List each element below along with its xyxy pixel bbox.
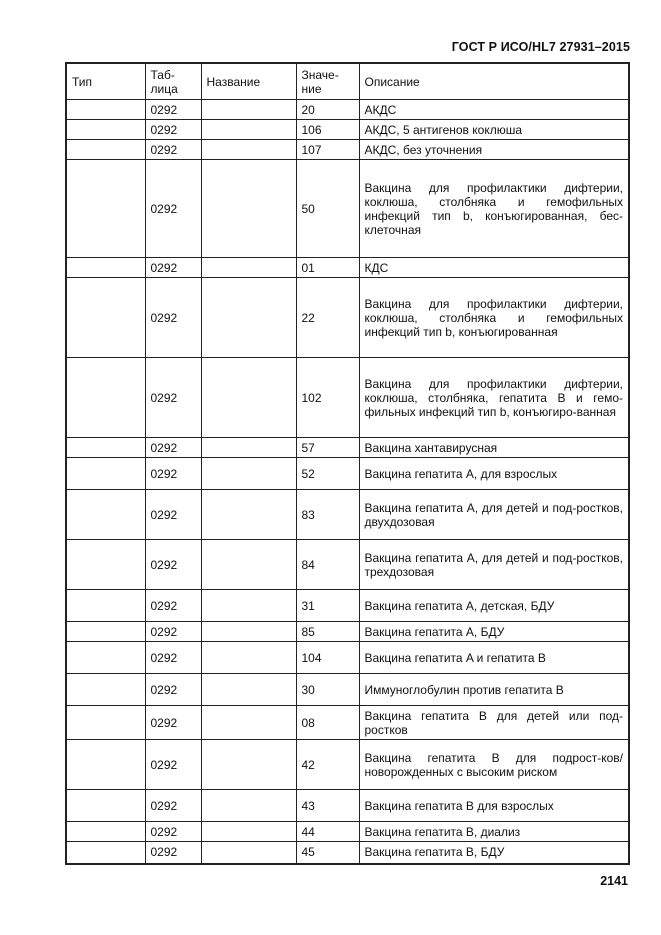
cell-type bbox=[66, 160, 145, 258]
cell-type bbox=[66, 358, 145, 438]
cell-value: 52 bbox=[296, 458, 359, 490]
cell-value: 106 bbox=[296, 120, 359, 140]
column-header-type: Тип bbox=[66, 63, 145, 100]
cell-description: Вакцина гепатита B для подрост-ков/новорожденных с высоким риском bbox=[359, 740, 629, 790]
cell-table: 0292 bbox=[145, 458, 201, 490]
cell-description: Иммуноглобулин против гепатита B bbox=[359, 674, 629, 706]
cell-name bbox=[201, 706, 296, 740]
cell-type bbox=[66, 140, 145, 160]
cell-table: 0292 bbox=[145, 120, 201, 140]
cell-type bbox=[66, 674, 145, 706]
table-row bbox=[66, 622, 629, 642]
cell-table: 0292 bbox=[145, 540, 201, 590]
cell-name bbox=[201, 642, 296, 674]
table-row bbox=[66, 358, 629, 438]
cell-table: 0292 bbox=[145, 674, 201, 706]
cell-description: АКДС, без уточнения bbox=[359, 140, 629, 160]
cell-description: Вакцина гепатита A, для детей и под-ростков, двухдозовая bbox=[359, 490, 629, 540]
cell-value: 83 bbox=[296, 490, 359, 540]
cell-value: 42 bbox=[296, 740, 359, 790]
cell-value: 44 bbox=[296, 822, 359, 842]
cell-type bbox=[66, 278, 145, 358]
cell-value: 45 bbox=[296, 842, 359, 864]
cell-value: 30 bbox=[296, 674, 359, 706]
cell-type bbox=[66, 438, 145, 458]
cell-name bbox=[201, 590, 296, 622]
cell-table: 0292 bbox=[145, 160, 201, 258]
cell-description: Вакцина гепатита A, детская, БДУ bbox=[359, 590, 629, 622]
table-row bbox=[66, 278, 629, 358]
table-row bbox=[66, 706, 629, 740]
cell-type bbox=[66, 822, 145, 842]
column-header-description: Описание bbox=[359, 63, 629, 100]
cell-table: 0292 bbox=[145, 706, 201, 740]
table-row bbox=[66, 842, 629, 864]
cell-description: Вакцина гепатита B для детей или под-ростков bbox=[359, 706, 629, 740]
cell-table: 0292 bbox=[145, 358, 201, 438]
cell-description: Вакцина хантавирусная bbox=[359, 438, 629, 458]
cell-name bbox=[201, 160, 296, 258]
table-row bbox=[66, 490, 629, 540]
cell-value: 104 bbox=[296, 642, 359, 674]
cell-value: 85 bbox=[296, 622, 359, 642]
cell-table: 0292 bbox=[145, 100, 201, 120]
table-row bbox=[66, 642, 629, 674]
cell-value: 20 bbox=[296, 100, 359, 120]
cell-table: 0292 bbox=[145, 590, 201, 622]
cell-type bbox=[66, 590, 145, 622]
cell-name bbox=[201, 140, 296, 160]
cell-description: Вакцина для профилактики дифтерии, коклюша, столбняка, гепатита B и гемо-фильных инфекций тип b, конъюгиро-ванная bbox=[359, 358, 629, 438]
cell-type bbox=[66, 100, 145, 120]
cell-table: 0292 bbox=[145, 740, 201, 790]
cell-table: 0292 bbox=[145, 278, 201, 358]
cell-description: Вакцина гепатита A, для взрослых bbox=[359, 458, 629, 490]
table-row bbox=[66, 822, 629, 842]
cell-table: 0292 bbox=[145, 258, 201, 278]
cell-value: 57 bbox=[296, 438, 359, 458]
cell-name bbox=[201, 438, 296, 458]
cell-type bbox=[66, 540, 145, 590]
cell-value: 01 bbox=[296, 258, 359, 278]
cell-name bbox=[201, 822, 296, 842]
cell-table: 0292 bbox=[145, 622, 201, 642]
table-row bbox=[66, 160, 629, 258]
table-row bbox=[66, 674, 629, 706]
table-row bbox=[66, 100, 629, 120]
column-header-value: Значе- ние bbox=[296, 63, 359, 100]
cell-description: Вакцина гепатита A, для детей и под-ростков, трехдозовая bbox=[359, 540, 629, 590]
cell-type bbox=[66, 258, 145, 278]
cell-type bbox=[66, 740, 145, 790]
cell-type bbox=[66, 642, 145, 674]
cell-type bbox=[66, 706, 145, 740]
cell-name bbox=[201, 740, 296, 790]
cell-name bbox=[201, 258, 296, 278]
cell-name bbox=[201, 120, 296, 140]
cell-description: АКДС, 5 антигенов коклюша bbox=[359, 120, 629, 140]
cell-table: 0292 bbox=[145, 642, 201, 674]
cell-name bbox=[201, 622, 296, 642]
cell-name bbox=[201, 278, 296, 358]
cell-type bbox=[66, 120, 145, 140]
cell-value: 22 bbox=[296, 278, 359, 358]
cell-description: КДС bbox=[359, 258, 629, 278]
cell-name bbox=[201, 790, 296, 822]
cell-name bbox=[201, 842, 296, 864]
cell-type bbox=[66, 458, 145, 490]
cell-value: 107 bbox=[296, 140, 359, 160]
table-row bbox=[66, 458, 629, 490]
cell-value: 102 bbox=[296, 358, 359, 438]
cell-table: 0292 bbox=[145, 438, 201, 458]
cell-value: 43 bbox=[296, 790, 359, 822]
table-row bbox=[66, 140, 629, 160]
cell-table: 0292 bbox=[145, 490, 201, 540]
cell-table: 0292 bbox=[145, 822, 201, 842]
cell-description: Вакцина для профилактики дифтерии, коклюша, столбняка и гемофильных инфекций тип b, конъюгированная bbox=[359, 278, 629, 358]
cell-type bbox=[66, 790, 145, 822]
cell-type bbox=[66, 622, 145, 642]
cell-type bbox=[66, 842, 145, 864]
table-row bbox=[66, 258, 629, 278]
table-row bbox=[66, 790, 629, 822]
table-row bbox=[66, 120, 629, 140]
cell-table: 0292 bbox=[145, 842, 201, 864]
column-header-name: Название bbox=[201, 63, 296, 100]
cell-name bbox=[201, 490, 296, 540]
cell-name bbox=[201, 100, 296, 120]
cell-table: 0292 bbox=[145, 140, 201, 160]
cell-name bbox=[201, 674, 296, 706]
cell-name bbox=[201, 358, 296, 438]
cell-description: Вакцина для профилактики дифтерии, коклюша, столбняка и гемофильных инфекций тип b, конъюгированная, бес-клеточная bbox=[359, 160, 629, 258]
table-row bbox=[66, 438, 629, 458]
cell-description: Вакцина гепатита B, диализ bbox=[359, 822, 629, 842]
cell-description: Вакцина гепатита A и гепатита B bbox=[359, 642, 629, 674]
cell-name bbox=[201, 540, 296, 590]
cell-value: 08 bbox=[296, 706, 359, 740]
cell-description: Вакцина гепатита B, БДУ bbox=[359, 842, 629, 864]
table-row bbox=[66, 540, 629, 590]
document-header: ГОСТ Р ИСО/HL7 27931–2015 bbox=[451, 40, 630, 54]
cell-type bbox=[66, 490, 145, 540]
cell-value: 31 bbox=[296, 590, 359, 622]
table-row bbox=[66, 590, 629, 622]
table-row bbox=[66, 740, 629, 790]
cell-name bbox=[201, 458, 296, 490]
cell-value: 50 bbox=[296, 160, 359, 258]
table-header-row bbox=[66, 63, 629, 100]
cell-description: Вакцина гепатита B для взрослых bbox=[359, 790, 629, 822]
cell-table: 0292 bbox=[145, 790, 201, 822]
page-number: 2141 bbox=[600, 874, 628, 888]
cell-description: АКДС bbox=[359, 100, 629, 120]
cell-value: 84 bbox=[296, 540, 359, 590]
vaccine-codes-table bbox=[65, 62, 630, 865]
cell-description: Вакцина гепатита A, БДУ bbox=[359, 622, 629, 642]
column-header-table: Таб- лица bbox=[145, 63, 201, 100]
